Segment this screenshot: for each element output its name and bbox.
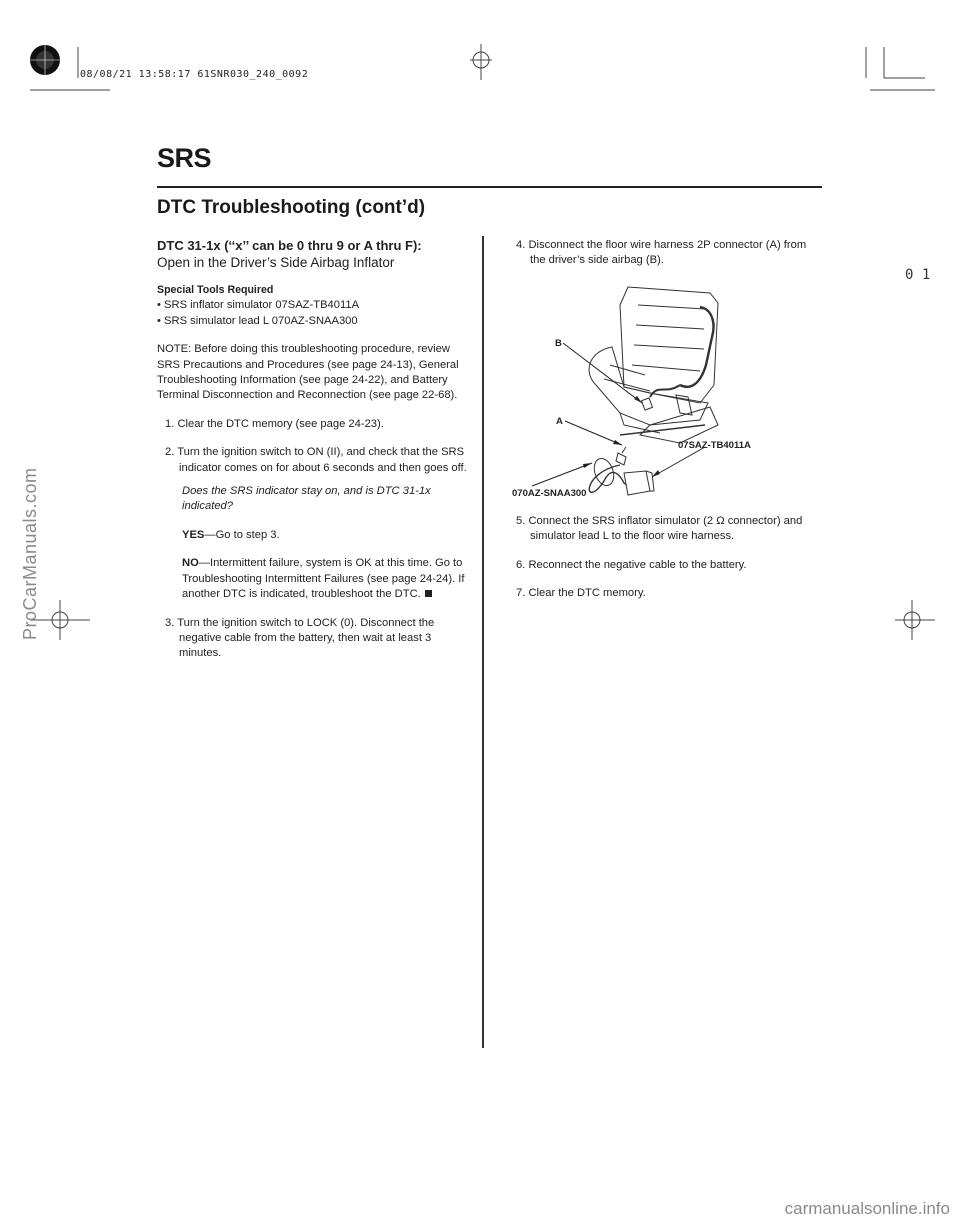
seat-diagram (500, 275, 830, 505)
special-tools-heading: Special Tools Required (157, 284, 274, 296)
answer-no-label: NO (182, 557, 199, 570)
dtc-description: Open in the Driver’s Side Airbag Inflator (157, 255, 395, 270)
column-divider (482, 236, 484, 1048)
step-6: 6. Reconnect the negative cable to the battery. (516, 558, 747, 571)
corner-digits: 0 1 (905, 267, 931, 283)
side-watermark: ProCarManuals.com (20, 467, 40, 640)
page-title: DTC Troubleshooting (cont’d) (157, 197, 426, 218)
step-2: 2. Turn the ignition switch to ON (II), and check that the SRS indicator comes on for about 6 seconds and then goes off. (165, 446, 467, 474)
step-7: 7. Clear the DTC memory. (516, 587, 646, 600)
section-title: SRS (157, 143, 212, 173)
leader-line-b (563, 343, 642, 403)
answer-yes-label: YES (182, 528, 205, 541)
callout-lead: 070AZ-SNAA300 (512, 488, 587, 499)
answer-yes: YES—Go to step 3. (182, 528, 280, 541)
end-square-icon (425, 590, 432, 597)
leader-line-simulator (652, 447, 705, 477)
leader-line-a (565, 421, 622, 445)
step-1: 1. Clear the DTC memory (see page 24-23). (165, 417, 384, 430)
step-3: 3. Turn the ignition switch to LOCK (0). Disconnect the negative cable from the battery, then wait at least 3 minutes. (165, 616, 435, 660)
dtc-code: DTC 31-1x (‘‘x’’ can be 0 thru 9 or A thru F): (157, 238, 422, 253)
callout-a: A (556, 416, 563, 427)
inflator-simulator (624, 471, 650, 495)
step-2-question: Does the SRS indicator stay on, and is DTC 31-1x indicated? (182, 485, 431, 513)
seat-side-panel (640, 407, 718, 443)
simulator-lead-cable (589, 465, 630, 492)
special-tool-item: • SRS inflator simulator 07SAZ-TB4011A (157, 299, 360, 312)
callout-simulator: 07SAZ-TB4011A (678, 440, 751, 451)
leader-line-lead (532, 463, 592, 486)
special-tool-item: • SRS simulator lead L 070AZ-SNAA300 (157, 314, 358, 327)
left-column (157, 238, 467, 662)
print-stamp: 08/08/21 13:58:17 61SNR030_240_0092 (80, 69, 309, 80)
right-column-lower (508, 514, 818, 602)
note-text: NOTE: Before doing this troubleshooting procedure, review SRS Precautions and Procedures (see page 24-13), General Troubleshooting Information (see page 24-22), and Battery Terminal Disconnection and Reconnection (see page 22-68). (157, 343, 459, 402)
callout-b: B (555, 338, 562, 349)
right-column (508, 238, 818, 269)
step-4: 4. Disconnect the floor wire harness 2P connector (A) from the driver’s side airbag (B). (516, 239, 807, 267)
answer-yes-text: Go to step 3. (215, 528, 280, 541)
answer-no: NO—Intermittent failure, system is OK at this time. Go to Troubleshooting Intermittent Failures (see page 24-24). If another DTC is indicated, troubleshoot the DTC. (182, 557, 465, 601)
bottom-watermark: carmanualsonline.info (784, 1199, 950, 1218)
header-rule (157, 186, 822, 188)
step-5: 5. Connect the SRS inflator simulator (2 Ω connector) and simulator lead L to the floor wire harness. (516, 515, 803, 543)
target-mark-icon (30, 45, 60, 75)
answer-no-text: Intermittent failure, system is OK at this time. Go to Troubleshooting Intermittent Failures (see page 24-24). If another DTC is indicated, troubleshoot the DTC. (182, 557, 465, 601)
